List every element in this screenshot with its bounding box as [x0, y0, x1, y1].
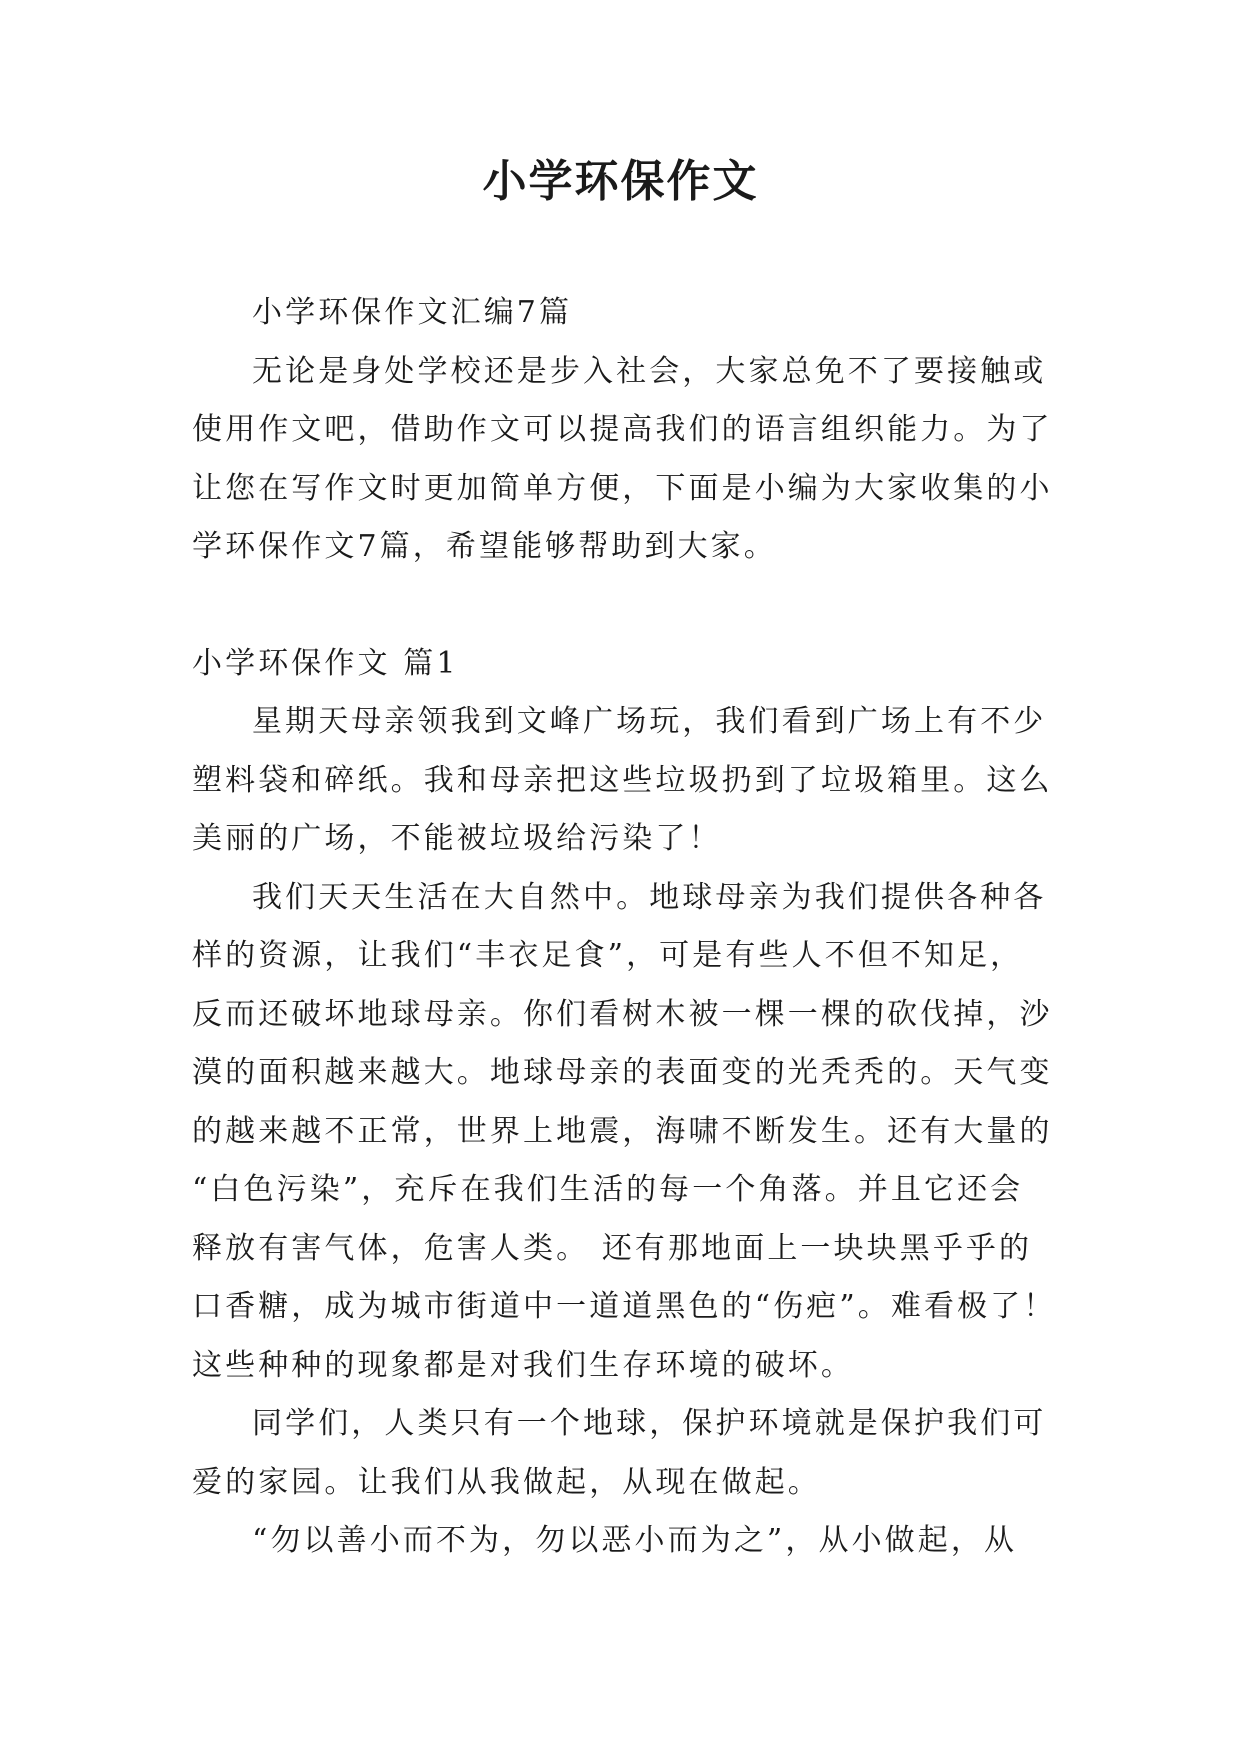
text-line: 同学们，人类只有一个地球，保护环境就是保护我们可 — [252, 1406, 1047, 1441]
section-heading: 小学环保作文 篇1 — [192, 645, 459, 681]
text-line: 美丽的广场，不能被垃圾给污染了！ — [192, 821, 722, 856]
text-line: 爱的家园。让我们从我做起，从现在做起。 — [192, 1464, 821, 1500]
text-line: “白色污染”，充斥在我们生活的每一个角落。并且它还会 — [192, 1172, 1024, 1207]
text-line: 这些种种的现象都是对我们生存环境的破坏。 — [192, 1347, 854, 1383]
text-line: “勿以善小而不为，勿以恶小而为之”，从小做起，从 — [252, 1523, 1018, 1558]
text-line: 星期天母亲领我到文峰广场玩，我们看到广场上有不少 — [252, 704, 1047, 739]
document-body — [192, 284, 1056, 1571]
text-line: 反而还破坏地球母亲。你们看树木被一棵一棵的砍伐掉，沙 — [192, 996, 1053, 1032]
text-line: 口香糖，成为城市街道中一道道黑色的“伤疤”。难看极了！ — [192, 1289, 1057, 1324]
text-line: 我们天天生活在大自然中。地球母亲为我们提供各种各 — [252, 879, 1047, 915]
text-line: 漠的面积越来越大。地球母亲的表面变的光秃秃的。天气变 — [192, 1055, 1053, 1090]
text-line: 塑料袋和碎纸。我和母亲把这些垃圾扔到了垃圾箱里。这么 — [192, 762, 1053, 798]
text-line: 的越来越不正常，世界上地震，海啸不断发生。还有大量的 — [192, 1113, 1053, 1149]
paragraph — [192, 1395, 1056, 1512]
text-line: 让您在写作文时更加简单方便，下面是小编为大家收集的小 — [192, 470, 1053, 506]
paragraph — [192, 693, 1056, 869]
paragraph — [192, 869, 1056, 1396]
text-line: 学环保作文7篇，希望能够帮助到大家。 — [192, 529, 777, 564]
document-title: 小学环保作文 — [482, 156, 759, 207]
intro-paragraph — [192, 343, 1056, 577]
text-line: 无论是身处学校还是步入社会，大家总免不了要接触或 — [252, 353, 1047, 389]
paragraph — [192, 1512, 1056, 1571]
document-subtitle: 小学环保作文汇编7篇 — [252, 295, 573, 330]
text-line: 使用作文吧，借助作文可以提高我们的语言组织能力。为了 — [192, 412, 1053, 447]
text-line: 样的资源，让我们“丰衣足食”，可是有些人不但不知足， — [192, 938, 1024, 973]
text-line: 释放有害气体，危害人类。 还有那地面上一块块黑乎乎的 — [192, 1230, 1033, 1266]
